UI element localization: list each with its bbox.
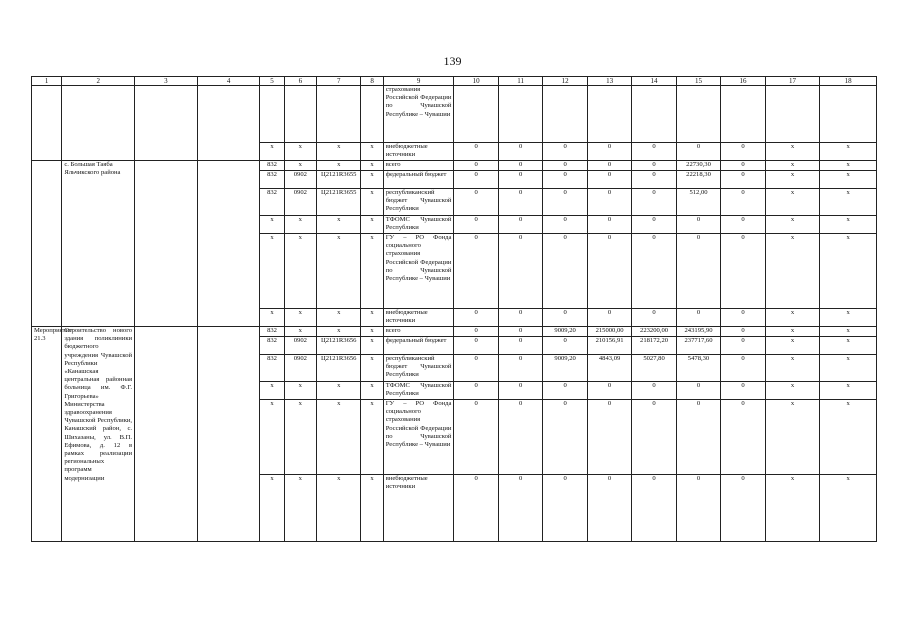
table-cell: 832 [260,189,284,216]
table-cell: 22218,30 [676,171,720,189]
table-cell: x [820,309,877,327]
table-cell: 9009,20 [543,355,587,382]
table-cell: 0902 [284,189,316,216]
table-cell: 832 [260,161,284,171]
table-cell: x [765,309,820,327]
table-cell: x [765,161,820,171]
table-cell: x [361,161,383,171]
table-cell: x [284,234,316,309]
table-cell: x [316,216,360,234]
table-cell: x [820,189,877,216]
table-cell: 0 [454,309,498,327]
funding-source: внебюджетные источники [383,309,454,327]
column-header: 3 [135,77,198,86]
table-cell: 4843,09 [587,355,631,382]
table-cell: 0 [587,475,631,542]
table-cell: x [820,400,877,475]
page-number: 139 [443,54,462,68]
table-cell: x [820,327,877,337]
table-cell: 0 [498,327,542,337]
table-cell: 832 [260,337,284,355]
object-name: с. Большая Таяба Яльчикского района [62,161,135,327]
table-cell: 0 [498,355,542,382]
table-cell: 0 [676,400,720,475]
table-cell: 0 [721,327,765,337]
table-cell: 0 [721,234,765,309]
table-cell: 0 [587,143,631,161]
table-cell: 0 [498,234,542,309]
table-cell: 0 [632,400,676,475]
table-cell: x [765,337,820,355]
table-cell: x [284,475,316,542]
funding-source: ТФОМС Чувашской Республики [383,382,454,400]
table-cell: 0 [632,475,676,542]
table-cell: 0 [498,400,542,475]
table-cell: 0 [632,143,676,161]
table-cell: 0 [498,189,542,216]
column-header: 11 [498,77,542,86]
table-cell: 0 [587,171,631,189]
table-cell: x [284,382,316,400]
table-cell: 0902 [284,355,316,382]
table-cell: x [765,382,820,400]
table-row [32,86,877,143]
table-cell: 0 [498,382,542,400]
table-cell: 0 [498,171,542,189]
table-cell: Ц2121R3656 [316,355,360,382]
column-header: 1 [32,77,62,86]
column-header: 14 [632,77,676,86]
table-cell: x [284,143,316,161]
table-cell: 0 [543,189,587,216]
table-cell: 0 [721,143,765,161]
table-cell: x [361,327,383,337]
table-cell: x [820,355,877,382]
column-header: 13 [587,77,631,86]
table-cell: x [284,216,316,234]
table-cell: x [260,382,284,400]
table-cell: x [361,337,383,355]
table-cell: 218172,20 [632,337,676,355]
table-cell: x [820,337,877,355]
table-cell: 223200,00 [632,327,676,337]
table-cell: 0 [721,475,765,542]
table-cell: x [765,355,820,382]
table-cell: 22730,30 [676,161,720,171]
funding-source: всего [383,161,454,171]
table-cell: 0 [543,161,587,171]
table-cell: x [316,143,360,161]
table-cell: 0902 [284,171,316,189]
table-cell: 0 [454,171,498,189]
table-cell: x [820,161,877,171]
funding-source: федеральный бюджет [383,171,454,189]
table-cell: x [260,309,284,327]
table-cell: x [260,400,284,475]
table-cell: x [260,216,284,234]
table-cell: x [316,475,360,542]
table-cell: 0 [632,309,676,327]
table-cell: 0 [632,382,676,400]
column-number-row [32,77,877,86]
column-header: 12 [543,77,587,86]
table-cell: x [361,475,383,542]
table-cell: x [820,382,877,400]
table-cell: 0 [721,382,765,400]
column-header: 5 [260,77,284,86]
table-cell: 210156,91 [587,337,631,355]
table-cell: 0 [454,216,498,234]
table-cell: x [316,234,360,309]
table-cell: x [284,327,316,337]
table-cell: 0 [587,161,631,171]
table-cell: 0 [587,216,631,234]
table-cell: 0902 [284,337,316,355]
table-cell: 0 [676,309,720,327]
table-cell: 0 [721,189,765,216]
table-cell: x [765,216,820,234]
table-cell: 237717,60 [676,337,720,355]
table-cell: 512,00 [676,189,720,216]
table-cell: 0 [543,171,587,189]
column-header: 4 [197,77,260,86]
table-cell: 0 [587,309,631,327]
funding-source: внебюджетные источники [383,475,454,542]
table-cell: 0 [543,143,587,161]
measure-label: Мероприятие 21.3 [32,327,62,542]
table-cell: x [765,189,820,216]
column-header: 18 [820,77,877,86]
table-cell: 0 [676,143,720,161]
column-header: 7 [316,77,360,86]
table-cell: 0 [454,355,498,382]
funding-source: ГУ – РО Фонда социального страхования Российской Федерации по Чувашской Республике – Чувашии [383,400,454,475]
table-cell: 0 [543,337,587,355]
table-cell: 9009,20 [543,327,587,337]
table-cell: 0 [587,189,631,216]
table-cell: Ц2121R3655 [316,189,360,216]
table-cell: x [765,171,820,189]
table-cell: 0 [543,234,587,309]
table-cell: 0 [676,475,720,542]
table-cell: 0 [454,161,498,171]
table-cell: 0 [454,382,498,400]
column-header: 2 [62,77,135,86]
table-cell: x [316,400,360,475]
table-cell: 0 [721,161,765,171]
table-cell: 0 [454,400,498,475]
table-cell: x [765,234,820,309]
table-cell: x [361,189,383,216]
table-cell: x [316,161,360,171]
table-cell: 0 [676,382,720,400]
table-cell: 0 [498,337,542,355]
table-cell: 0 [632,216,676,234]
table-cell: 0 [543,382,587,400]
table-cell: 0 [721,355,765,382]
table-cell: 0 [454,234,498,309]
column-header: 8 [361,77,383,86]
table-cell: 5027,80 [632,355,676,382]
table-cell: Ц2121R3655 [316,171,360,189]
table-cell: x [316,327,360,337]
table-cell: Ц2121R3656 [316,337,360,355]
table-cell: x [260,234,284,309]
table-cell: 0 [454,337,498,355]
table-cell: 0 [632,234,676,309]
table-cell: x [820,143,877,161]
table-cell: 0 [721,171,765,189]
table-cell: 0 [543,309,587,327]
table-cell: 0 [632,161,676,171]
table-cell: 832 [260,355,284,382]
funding-source: федеральный бюджет [383,337,454,355]
funding-source: всего [383,327,454,337]
funding-source: ТФОМС Чувашской Республики [383,216,454,234]
table-cell: 0 [721,400,765,475]
table-cell: x [361,382,383,400]
table-cell: 0 [632,189,676,216]
table-cell: x [820,475,877,542]
funding-source: республиканский бюджет Чувашской Республики [383,189,454,216]
table-cell: 0 [587,400,631,475]
table-cell: 832 [260,171,284,189]
column-header: 15 [676,77,720,86]
table-cell: 0 [498,216,542,234]
table-cell: x [765,143,820,161]
table-cell: x [361,234,383,309]
table-cell: x [284,400,316,475]
table-cell: 0 [721,216,765,234]
table-cell: 0 [543,475,587,542]
funding-source: внебюджетные источники [383,143,454,161]
column-header: 17 [765,77,820,86]
column-header: 10 [454,77,498,86]
table-cell: 0 [454,327,498,337]
table-cell: 832 [260,327,284,337]
table-cell: x [820,171,877,189]
table-cell: 0 [498,143,542,161]
table-cell: 0 [543,216,587,234]
table-cell: x [361,143,383,161]
budget-table [31,76,877,542]
table-cell: 0 [721,309,765,327]
column-header: 9 [383,77,454,86]
table-cell: 0 [498,475,542,542]
table-cell: x [361,171,383,189]
table-cell: 0 [676,216,720,234]
table-cell: 0 [498,309,542,327]
funding-source: ГУ – РО Фонда социального страхования Российской Федерации по Чувашской Республике – Чувашии [383,234,454,309]
table-cell: x [361,216,383,234]
table-cell: 0 [454,475,498,542]
table-cell: x [260,475,284,542]
table-row [32,161,877,171]
funding-source: страхования Российской Федерации по Чувашской Республике – Чувашии [383,86,454,143]
object-name: Строительство нового здания поликлиники бюджетного учреждения Чувашской Республики «Канашская центральная районная больница им. Ф.Г. Григорьева» Министерства здравоохранения Чувашской Республики, Канашский район, с. Шихазаны, ул. В.П. Ефимова, д. 12 в рамках реализации региональных программ модернизации [62,327,135,542]
table-cell: x [765,327,820,337]
table-cell: x [361,400,383,475]
table-cell: 0 [676,234,720,309]
table-cell: x [765,475,820,542]
table-cell: 243195,90 [676,327,720,337]
table-cell: 215000,00 [587,327,631,337]
table-cell [260,86,284,143]
table-cell: 0 [587,382,631,400]
table-cell: 0 [454,189,498,216]
table-cell: x [284,309,316,327]
table-cell: 0 [721,337,765,355]
table-cell: 5478,30 [676,355,720,382]
table-cell: x [316,309,360,327]
table-cell: x [361,355,383,382]
funding-source: республиканский бюджет Чувашской Республики [383,355,454,382]
table-row [32,327,877,337]
table-cell: x [361,309,383,327]
table-cell: x [284,161,316,171]
table-cell: x [765,400,820,475]
table-cell: 0 [543,400,587,475]
table-cell: x [260,143,284,161]
table-cell: 0 [632,171,676,189]
table-cell: 0 [454,143,498,161]
table-cell: 0 [498,161,542,171]
table-cell: x [820,234,877,309]
table-cell: x [316,382,360,400]
column-header: 6 [284,77,316,86]
column-header: 16 [721,77,765,86]
table-cell: x [820,216,877,234]
table-cell: 0 [587,234,631,309]
